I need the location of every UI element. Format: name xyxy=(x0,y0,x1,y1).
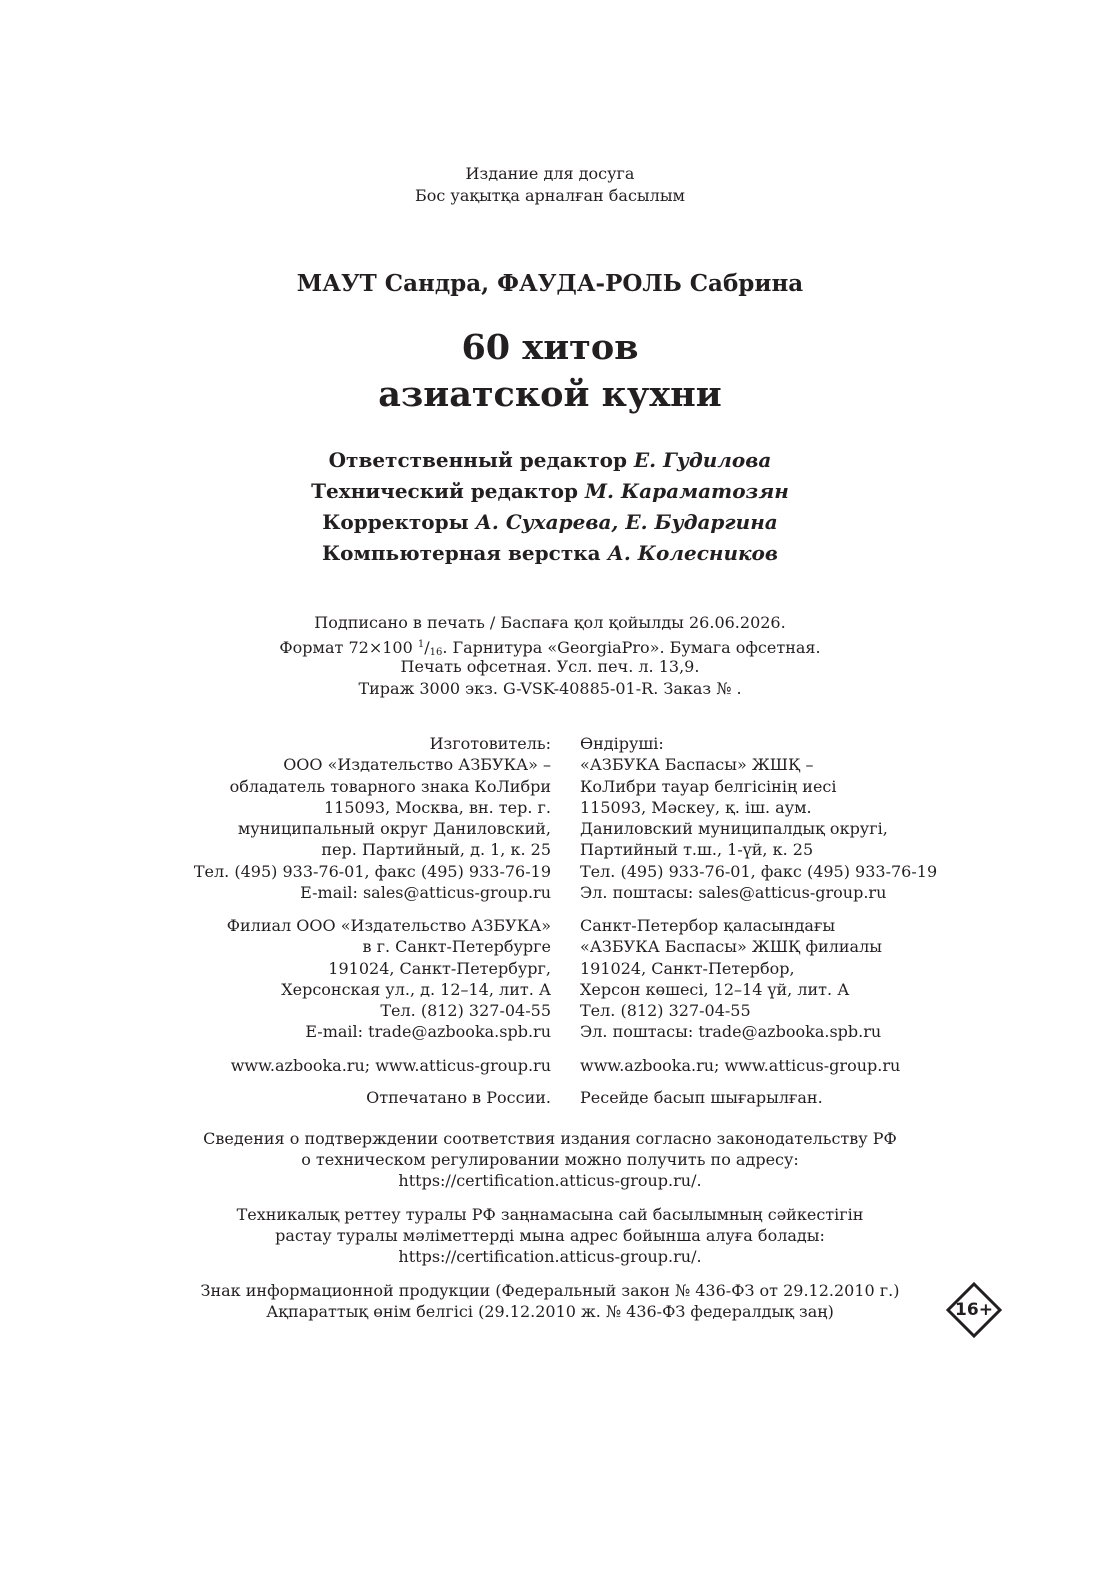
imprint-run: Тираж 3000 экз. G-VSK-40885-01-R. Заказ № . xyxy=(358,679,742,698)
book-title-line1: 60 хитов xyxy=(461,327,639,368)
header-line-kz: Бос уақытқа арналған басылым xyxy=(414,186,685,205)
manufacturer-ru: Изготовитель: ООО «Издательство АЗБУКА» – обладатель товарного знака КоЛибри 115093, Москва, вн. тер. г. муниципальный округ Даниловский, пер. Партийный, д. 1, к. 25 Тел. (495) 933-76-01, факс (495) 933-76-19 E-mail: sales@atticus-group.ru xyxy=(193,734,551,903)
certification-ru-line2: о техническом регулировании можно получить по адресу: xyxy=(301,1150,799,1169)
printed-ru: Отпечатано в России. xyxy=(366,1088,551,1107)
certification-kz-line1: Техникалық реттеу туралы РФ заңнамасына сай басылымның сәйкестігін xyxy=(236,1205,864,1224)
credit-editor: Ответственный редактор Е. Гудилова xyxy=(328,448,772,472)
credit-tech-editor: Технический редактор М. Караматозян xyxy=(311,479,789,503)
authors: МАУТ Сандра, ФАУДА-РОЛЬ Сабрина xyxy=(296,270,804,297)
websites-ru: www.azbooka.ru; www.atticus-group.ru xyxy=(230,1056,551,1075)
certification-ru-line1: Сведения о подтверждении соответствия издания согласно законодательству РФ xyxy=(203,1129,897,1148)
imprint-signed: Подписано в печать / Баспаға қол қойылды 26.06.2026. xyxy=(314,613,786,632)
imprint-format: Формат 72×100 $^1/_{16}$. Гарнитура «GeorgiaPro». Бумага офсетная. xyxy=(279,638,821,658)
certification-ru-url: https://certification.atticus-group.ru/. xyxy=(398,1171,702,1190)
certification-kz-url: https://certification.atticus-group.ru/. xyxy=(398,1247,702,1266)
credit-layout: Компьютерная верстка А. Колесников xyxy=(321,541,779,565)
certification-kz-line2: растау туралы мәліметтерді мына адрес бойынша алуға болады: xyxy=(275,1226,825,1245)
branch-kz: Санкт-Петербор қаласындағы «АЗБУКА Баспасы» ЖШҚ филиалы 191024, Санкт-Петербор, Херсон көшесі, 12–14 үй, лит. А Тел. (812) 327-04-55 Эл. поштасы: trade@azbooka.spb.ru xyxy=(580,916,882,1042)
age-rating-label: 16+ xyxy=(955,1300,993,1320)
websites-kz: www.azbooka.ru; www.atticus-group.ru xyxy=(580,1056,901,1075)
book-title-line2: азиатской кухни xyxy=(378,374,722,415)
header-line-ru: Издание для досуга xyxy=(465,164,635,183)
imprint-print: Печать офсетная. Усл. печ. л. 13,9. xyxy=(400,657,700,676)
manufacturer-kz: Өндіруші: «АЗБУКА Баспасы» ЖШҚ – КоЛибри тауар белгісінің иесі 115093, Мәскеу, қ. іш. аум. Даниловский муниципалдық округі, Партийный т.ш., 1-үй, к. 25 Тел. (495) 933-76-01, факс (495) 933-76-19 Эл. поштасы: sales@atticus-group.ru xyxy=(580,734,938,903)
printed-kz: Ресейде басып шығарылған. xyxy=(580,1088,823,1107)
info-sign-ru: Знак информационной продукции (Федеральный закон № 436-ФЗ от 29.12.2010 г.) xyxy=(200,1281,900,1300)
branch-ru: Филиал ООО «Издательство АЗБУКА» в г. Санкт-Петербурге 191024, Санкт-Петербург, Херсонская ул., д. 12–14, лит. А Тел. (812) 327-04-55 E-mail: trade@azbooka.spb.ru xyxy=(226,916,551,1042)
credit-proofreaders: Корректоры А. Сухарева, Е. Бударгина xyxy=(322,510,778,534)
info-sign-kz: Ақпараттық өнім белгісі (29.12.2010 ж. № 436-ФЗ федералдық заң) xyxy=(266,1302,834,1321)
